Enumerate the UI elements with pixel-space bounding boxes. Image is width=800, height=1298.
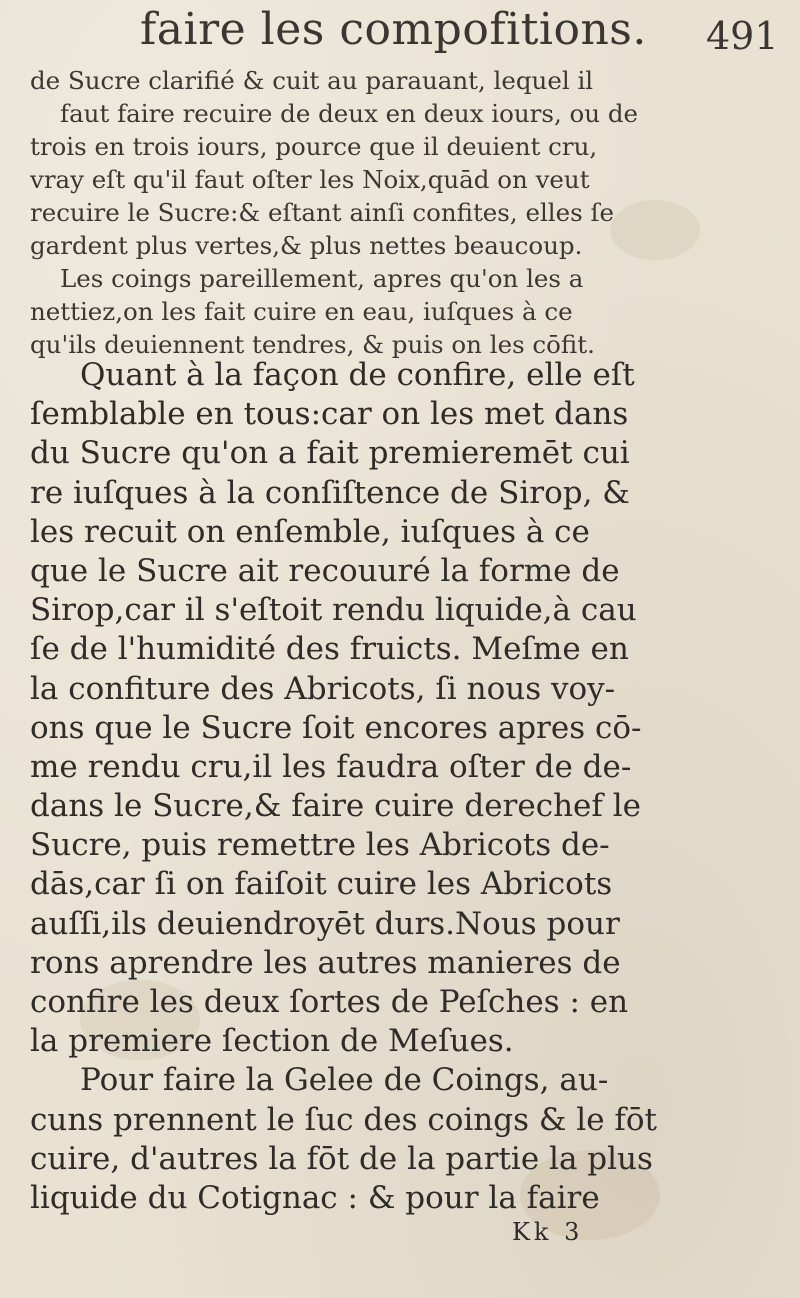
text-line: me rendu cru,il les faudra oſter de de-	[30, 748, 632, 785]
text-line: rons aprendre les autres manieres de	[30, 944, 621, 981]
text-line: dās,car ſi on faiſoit cuire les Abricots	[30, 866, 613, 903]
text-line: du Sucre qu'on a fait premieremēt cui	[30, 435, 630, 472]
text-line: faut faire recuire de deux en deux iours, ou de	[60, 99, 639, 128]
text-line: ſe de l'humidité des fruicts. Meſme en	[30, 631, 629, 668]
signature-mark: Kk 3	[512, 1218, 584, 1246]
text-line: cuns prennent le ſuc des coings & le fōt	[30, 1101, 658, 1138]
text-line: ons que le Sucre ſoit encores apres cō-	[30, 709, 642, 746]
text-line: confire les deux ſortes de Peſches : en	[30, 984, 629, 1020]
text-line: qu'ils deuiennent tendres, & puis on les cōfit.	[30, 330, 595, 359]
text-line: auſſi,ils deuiendroyēt durs.Nous pour	[30, 905, 620, 942]
text-line: de Sucre clarifié & cuit au parauant, lequel il	[30, 66, 594, 95]
text-line: recuire le Sucre:& eſtant ainſi confites, elles ſe	[30, 198, 615, 227]
text-line: la premiere ſection de Meſues.	[30, 1023, 514, 1060]
text-block-large	[30, 356, 786, 1218]
text-line: liquide du Cotignac : & pour la faire	[30, 1179, 600, 1216]
paragraph-start: Pour faire la Gelee de Coings, au-	[80, 1062, 609, 1099]
text-line: re iuſques à la conſiſtence de Sirop, &	[30, 474, 630, 511]
text-line: la confiture des Abricots, ſi nous voy-	[30, 670, 616, 707]
text-line: dans le Sucre,& faire cuire derechef le	[30, 788, 641, 825]
text-line: cuire, d'autres la fōt de la partie la plus	[30, 1140, 653, 1177]
text-line: Sucre, puis remettre les Abricots de-	[30, 827, 610, 864]
running-title: faire les compofitions.	[140, 4, 647, 55]
text-line: vray eſt qu'il faut oſter les Noix,quād on veut	[30, 165, 590, 194]
page-number: 491	[706, 14, 779, 58]
text-line: gardent plus vertes,& plus nettes beaucoup.	[30, 231, 583, 260]
text-line: que le Sucre ait recouuré la forme de	[30, 552, 620, 589]
paragraph-start: Quant à la façon de confire, elle eſt	[80, 357, 635, 393]
text-line: ſemblable en tous:car on les met dans	[30, 396, 629, 433]
text-line: nettiez,on les fait cuire en eau, iuſques à ce	[30, 297, 573, 326]
paragraph-start: Les coings pareillement, apres qu'on les a	[60, 264, 584, 293]
page-header	[0, 4, 800, 64]
text-line: Sirop,car il s'eſtoit rendu liquide,à cau	[30, 592, 637, 629]
text-block-small	[30, 64, 786, 361]
text-line: les recuit on enſemble, iuſques à ce	[30, 513, 590, 550]
text-line: trois en trois iours, pource que il deuient cru,	[30, 132, 598, 161]
